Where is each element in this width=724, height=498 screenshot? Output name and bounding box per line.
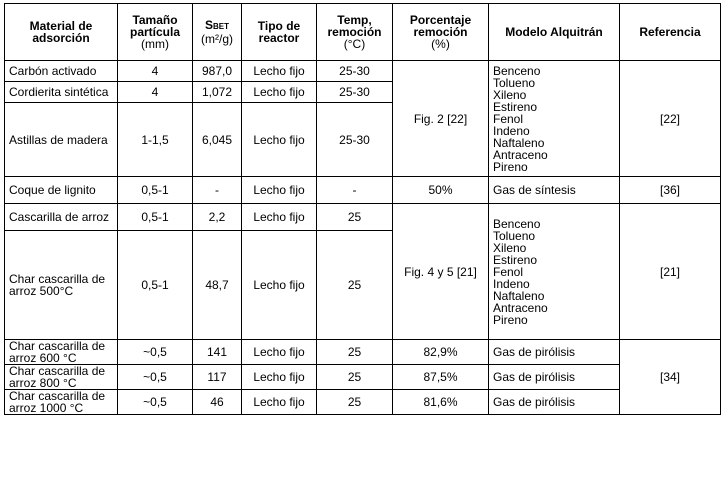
cell-sbet: 1,072 (193, 82, 242, 103)
header-tamano: Tamaño partícula (mm) (118, 4, 193, 61)
cell-porcentaje: 87,5% (393, 365, 489, 390)
cell-reactor: Lecho fijo (242, 82, 317, 103)
header-sbet: SBET (m²/g) (193, 4, 242, 61)
cell-temp: 25 (317, 231, 393, 340)
cell-tamano: 4 (118, 82, 193, 103)
modelo-item: Fenol (493, 264, 524, 279)
modelo-item: Indeno (493, 123, 530, 138)
cell-sbet: 48,7 (193, 231, 242, 340)
modelo-item: Naftaleno (493, 288, 545, 303)
cell-tamano: 4 (118, 61, 193, 82)
cell-reactor: Lecho fijo (242, 390, 317, 415)
modelo-item: Pireno (493, 159, 528, 174)
modelo-item: Antraceno (493, 300, 548, 315)
header-reactor: Tipo de reactor (242, 4, 317, 61)
cell-sbet: 2,2 (193, 204, 242, 231)
modelo-item: Benceno (493, 63, 541, 78)
cell-reactor: Lecho fijo (242, 340, 317, 365)
cell-material: Char cascarilla de arroz 500°C (5, 231, 118, 340)
cell-material: Cordierita sintética (5, 82, 118, 103)
cell-reactor: Lecho fijo (242, 365, 317, 390)
cell-tamano: ~0,5 (118, 365, 193, 390)
cell-porcentaje-group2: Fig. 4 y 5 [21] (393, 204, 489, 340)
cell-porcentaje-group1: Fig. 2 [22] (393, 61, 489, 177)
modelo-item: Fenol (493, 111, 524, 126)
cell-temp: 25-30 (317, 103, 393, 177)
cell-referencia-group1: [22] (620, 61, 721, 177)
cell-referencia-group2: [21] (620, 204, 721, 340)
cell-referencia-group3: [34] (620, 340, 721, 415)
cell-modelo: Gas de síntesis (489, 177, 620, 204)
modelo-item: Xileno (493, 87, 527, 102)
cell-material: Carbón activado (5, 61, 118, 82)
cell-reactor: Lecho fijo (242, 61, 317, 82)
cell-modelo-group2 (489, 204, 620, 340)
cell-reactor: Lecho fijo (242, 177, 317, 204)
cell-porcentaje: 81,6% (393, 390, 489, 415)
cell-porcentaje: 82,9% (393, 340, 489, 365)
cell-tamano: 1-1,5 (118, 103, 193, 177)
cell-temp: 25 (317, 390, 393, 415)
cell-material: Char cascarilla de arroz 800 °C (5, 365, 118, 390)
header-temp: Temp, remoción (°C) (317, 4, 393, 61)
cell-sbet: 987,0 (193, 61, 242, 82)
cell-material: Astillas de madera (5, 103, 118, 177)
cell-tamano: 0,5-1 (118, 204, 193, 231)
cell-porcentaje: 50% (393, 177, 489, 204)
header-modelo: Modelo Alquitrán (489, 4, 620, 61)
cell-referencia: [36] (620, 177, 721, 204)
cell-tamano: 0,5-1 (118, 231, 193, 340)
modelo-item: Antraceno (493, 147, 548, 162)
cell-temp: 25-30 (317, 61, 393, 82)
modelo-item: Estireno (493, 252, 538, 267)
cell-modelo: Gas de pirólisis (489, 340, 620, 365)
table-row (5, 390, 721, 415)
cell-modelo-group1 (489, 61, 620, 177)
cell-sbet: 117 (193, 365, 242, 390)
cell-material: Char cascarilla de arroz 1000 °C (5, 390, 118, 415)
cell-temp: 25 (317, 340, 393, 365)
cell-temp: - (317, 177, 393, 204)
header-referencia: Referencia (620, 4, 721, 61)
cell-tamano: ~0,5 (118, 390, 193, 415)
modelo-item: Tolueno (493, 228, 536, 243)
modelo-item: Pireno (493, 312, 528, 327)
header-material: Material de adsorción (5, 4, 118, 61)
modelo-item: Indeno (493, 276, 530, 291)
table-row (5, 204, 721, 231)
cell-material: Coque de lignito (5, 177, 118, 204)
cell-temp: 25 (317, 365, 393, 390)
cell-tamano: ~0,5 (118, 340, 193, 365)
table-row (5, 365, 721, 390)
modelo-item: Naftaleno (493, 135, 545, 150)
table-row (5, 177, 721, 204)
modelo-item: Xileno (493, 240, 527, 255)
cell-temp: 25 (317, 204, 393, 231)
cell-material: Char cascarilla de arroz 600 °C (5, 340, 118, 365)
modelo-item: Tolueno (493, 75, 536, 90)
cell-sbet: 46 (193, 390, 242, 415)
cell-sbet: 6,045 (193, 103, 242, 177)
cell-sbet: 141 (193, 340, 242, 365)
cell-modelo: Gas de pirólisis (489, 365, 620, 390)
cell-modelo: Gas de pirólisis (489, 390, 620, 415)
cell-sbet: - (193, 177, 242, 204)
modelo-item: Benceno (493, 216, 541, 231)
cell-tamano: 0,5-1 (118, 177, 193, 204)
header-porcentaje: Porcentaje remoción (%) (393, 4, 489, 61)
cell-reactor: Lecho fijo (242, 231, 317, 340)
modelo-item: Estireno (493, 99, 538, 114)
cell-temp: 25-30 (317, 82, 393, 103)
cell-reactor: Lecho fijo (242, 103, 317, 177)
cell-material: Cascarilla de arroz (5, 204, 118, 231)
table-row (5, 61, 721, 82)
adsorption-table (4, 3, 721, 415)
table-row (5, 340, 721, 365)
header-row (5, 4, 721, 61)
cell-reactor: Lecho fijo (242, 204, 317, 231)
